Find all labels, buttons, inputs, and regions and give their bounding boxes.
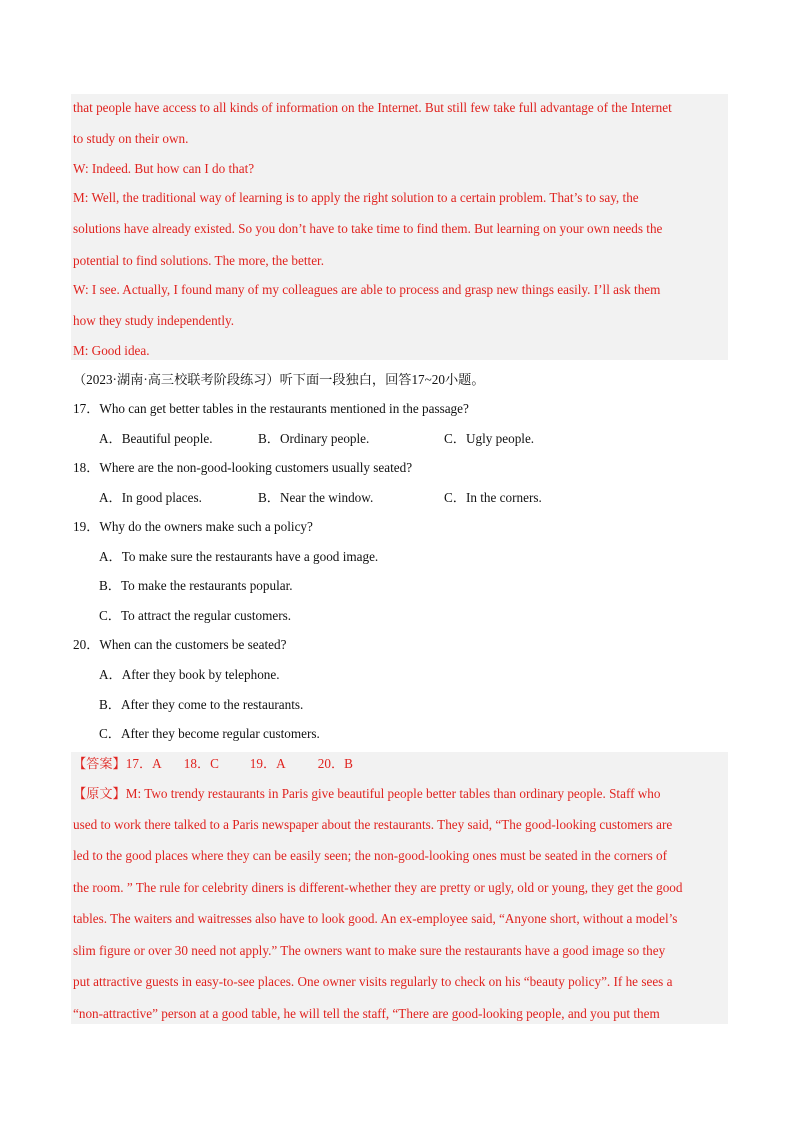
answer-item: 20．B <box>317 756 353 771</box>
question-stem: 17．Who can get better tables in the restaurants mentioned in the passage? <box>73 401 469 416</box>
transcript-line: tables. The waiters and waitresses also have to look good. An ex-employee said, “Anyone short, without a model’s <box>73 911 678 926</box>
option-c: C．After they become regular customers. <box>99 726 320 741</box>
question-stem: 18．Where are the non-good-looking customers usually seated? <box>73 460 413 475</box>
transcript-line: how they study independently. <box>73 313 235 328</box>
transcript-line: to study on their own. <box>73 131 189 146</box>
option-b: B．Ordinary people. <box>258 431 370 446</box>
answer-line <box>73 755 353 773</box>
transcript-line: M: Well, the traditional way of learning is to apply the right solution to a certain problem. That’s to say, the <box>73 190 639 205</box>
option-a: A．In good places. <box>99 490 202 505</box>
transcript-line: “non-attractive” person at a good table, he will tell the staff, “There are good-looking people, and you put them <box>73 1006 660 1021</box>
transcript-line: led to the good places where they can be easily seen; the non-good-looking ones must be seated in the corners of <box>73 848 667 863</box>
transcript-line: the room. ” The rule for celebrity diners is different-whether they are pretty or ugly, old or young, they get the good <box>73 880 683 895</box>
section-intro: （2023·湖南·高三校联考阶段练习）听下面一段独白，回答17~20小题。 <box>73 372 485 387</box>
transcript-line: W: I see. Actually, I found many of my colleagues are able to process and grasp new things easily. I’ll ask them <box>73 282 661 297</box>
option-b: B．Near the window. <box>258 490 374 505</box>
transcript-line: potential to find solutions. The more, the better. <box>73 253 325 268</box>
option-b: B．After they come to the restaurants. <box>99 697 304 712</box>
option-a: A．Beautiful people. <box>99 431 213 446</box>
option-a: A．After they book by telephone. <box>99 667 280 682</box>
transcript-line <box>73 785 661 803</box>
question-stem: 20．When can the customers be seated? <box>73 637 287 652</box>
answer-item: 18．C <box>183 756 219 771</box>
transcript-text: M: Two trendy restaurants in Paris give beautiful people better tables than ordinary people. Staff who <box>125 786 661 801</box>
transcript-line: used to work there talked to a Paris newspaper about the restaurants. They said, “The good-looking customers are <box>73 817 673 832</box>
question-stem: 19．Why do the owners make such a policy? <box>73 519 313 534</box>
option-c: C．Ugly people. <box>444 431 535 446</box>
option-b: B．To make the restaurants popular. <box>99 578 293 593</box>
option-a: A．To make sure the restaurants have a good image. <box>99 549 379 564</box>
transcript-line: M: Good idea. <box>73 343 150 358</box>
transcript-line: put attractive guests in easy-to-see places. One owner visits regularly to check on his “beauty policy”. If he sees a <box>73 974 673 989</box>
transcript-line: solutions have already existed. So you don’t have to take time to find them. But learning on your own needs the <box>73 221 663 236</box>
transcript-label: 【原文】 <box>73 786 126 801</box>
answer-item: 17．A <box>125 756 162 771</box>
option-c: C．In the corners. <box>444 490 542 505</box>
answer-label: 【答案】 <box>73 756 126 771</box>
transcript-line: W: Indeed. But how can I do that? <box>73 161 255 176</box>
transcript-line: slim figure or over 30 need not apply.” The owners want to make sure the restaurants have a good image so they <box>73 943 666 958</box>
transcript-line: that people have access to all kinds of information on the Internet. But still few take full advantage of the Internet <box>73 100 672 115</box>
answer-item: 19．A <box>249 756 286 771</box>
option-c: C．To attract the regular customers. <box>99 608 292 623</box>
